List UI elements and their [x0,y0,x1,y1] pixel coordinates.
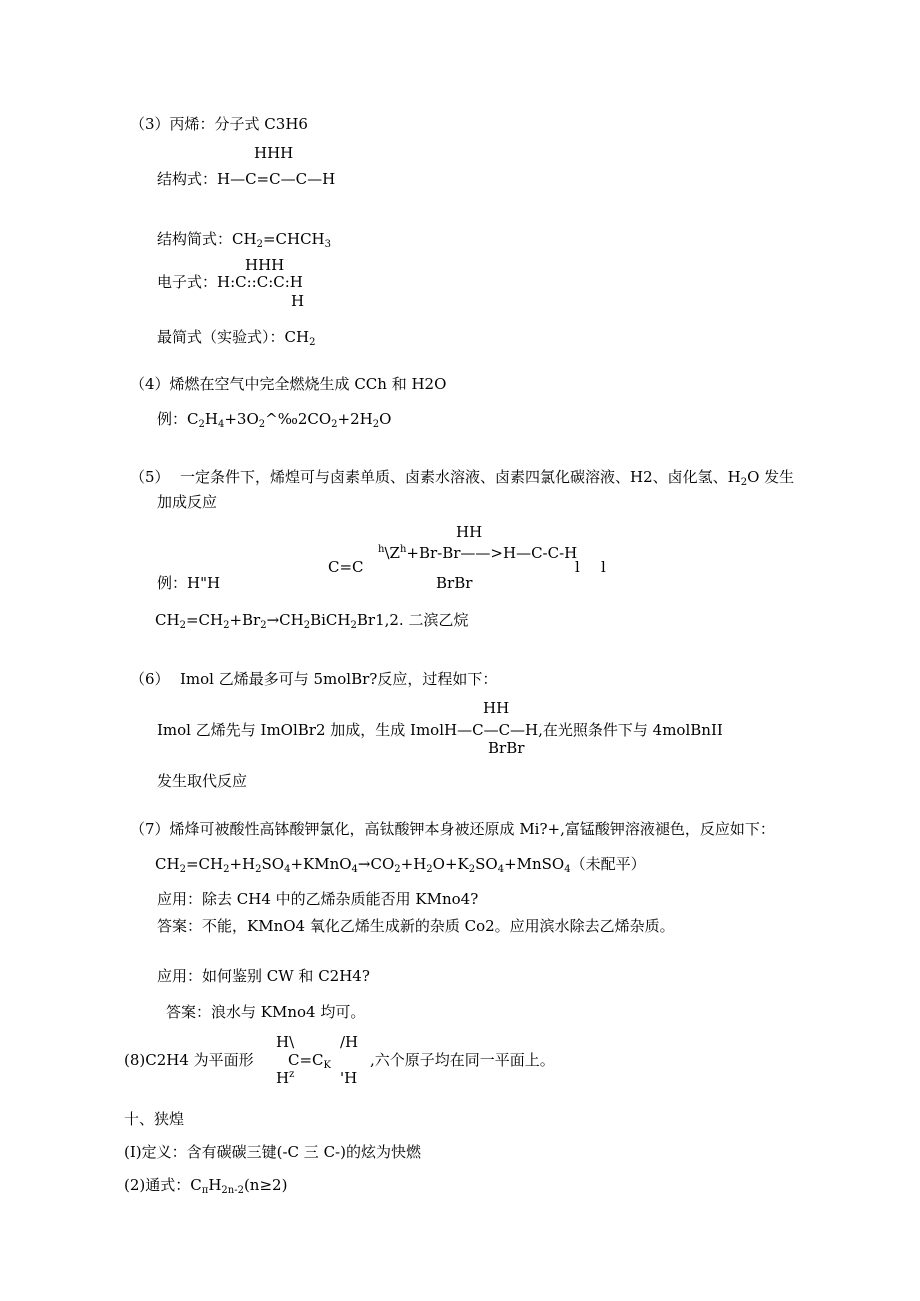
ethylene-h-top-right: /H [340,1033,359,1051]
combustion-example: 例：$C_2H_4+3O_2\^{}‰2CO_2+2H_2O$ [157,410,392,430]
section-5-text-continued: 加成反应 [157,493,218,511]
section-5-text: 一定条件下，烯煌可与卤素单质、卤素水溶液、卤素四氯化碳溶液、H2、卤化氢、$H_2O$ 发生 [180,468,795,488]
simplified-structural-formula: 结构简式：$CH_2=CHCH_3$ [157,230,331,250]
bond-mark-left: l [575,558,580,576]
example-label: 例：H"H [157,574,221,592]
bromination-equation: $CH_2=CH_2+Br_2\to CH_2BiCH_2Br1,2$. 二滨乙烷 [155,611,469,631]
section-10-heading: 十、狭煌 [124,1110,185,1128]
empirical-formula: 最简式（实验式）：$CH_2$ [157,328,316,348]
oxidation-equation: $CH_2=CH_2+H_2SO_4+KMnO_4\to CO_2+H_2O+K_2SO_4+MnSO_4$（未配平） [155,855,646,875]
alkyne-general-formula: (2)通式：$C_\pi H_{2n-2}(n\ge 2)$ [124,1176,288,1196]
electron-formula: 电子式：H:C::C:C:H [157,273,303,291]
dibromoethane-bromine-atoms: BrBr [488,739,525,757]
section-5-number: （5） [130,468,170,486]
answer-2: 答案：浪水与 KMno4 均可。 [166,1003,366,1021]
reaction-top-h: HH [456,523,483,541]
application-question-1: 应用：除去 CH4 中的乙烯杂质能否用 KMno4? [157,890,479,908]
answer-1: 答案：不能，KMnO4 氧化乙烯生成新的杂质 Co2。应用滨水除去乙烯杂质。 [157,917,675,935]
product-bromine-atoms: BrBr [436,574,473,592]
ethylene-h-bottom-left: $H^z$ [276,1069,295,1087]
section-3-title: （3）丙烯：分子式 C3H6 [130,115,308,133]
planar-description: ,六个原子均在同一平面上。 [370,1051,555,1069]
dibromoethane-top-h: HH [483,699,510,717]
electron-formula-bottom-h: H [291,292,305,310]
section-6-number: （6） [130,670,170,688]
ethylene-double-bond: $C=C_K$ [288,1051,332,1071]
section-6-text: Imol 乙烯最多可与 5molBr?反应，过程如下： [180,670,498,688]
bond-mark-right: l [601,558,606,576]
section-6-process: Imol 乙烯先与 ImOlBr2 加成，生成 ImolH—C—C—H,在光照条件下与 4molBnII [157,721,723,739]
structural-formula-top-h: HHH [254,144,294,162]
alkyne-definition: (I)定义：含有碳碳三键(-C 三 C-)的炫为快燃 [124,1143,421,1161]
ethylene-h-bottom-right: 'H [340,1069,358,1087]
application-question-2: 应用：如何鉴别 CW 和 C2H4? [157,967,370,985]
section-6-result: 发生取代反应 [157,772,248,790]
reactant-double-bond: C=C [328,558,364,576]
section-7-title: （7）烯烽可被酸性高钵酸钾氯化，高钛酸钾本身被还原成 Mi?+,富锰酸钾溶液褪色，反应如下： [130,820,775,838]
section-4-title: （4）烯燃在空气中完全燃烧生成 CCh 和 H2O [130,375,447,393]
section-8-label: (8)C2H4 为平面形 [124,1051,254,1069]
electron-formula-top-h: HHH [245,256,285,274]
ethylene-h-top-left: H\ [276,1033,295,1051]
structural-formula: 结构式：H—C=C—C—H [157,170,336,188]
addition-reaction-equation: $^h\backslash Z^h+Br-Br——>H—C-C-H$ [378,544,578,562]
